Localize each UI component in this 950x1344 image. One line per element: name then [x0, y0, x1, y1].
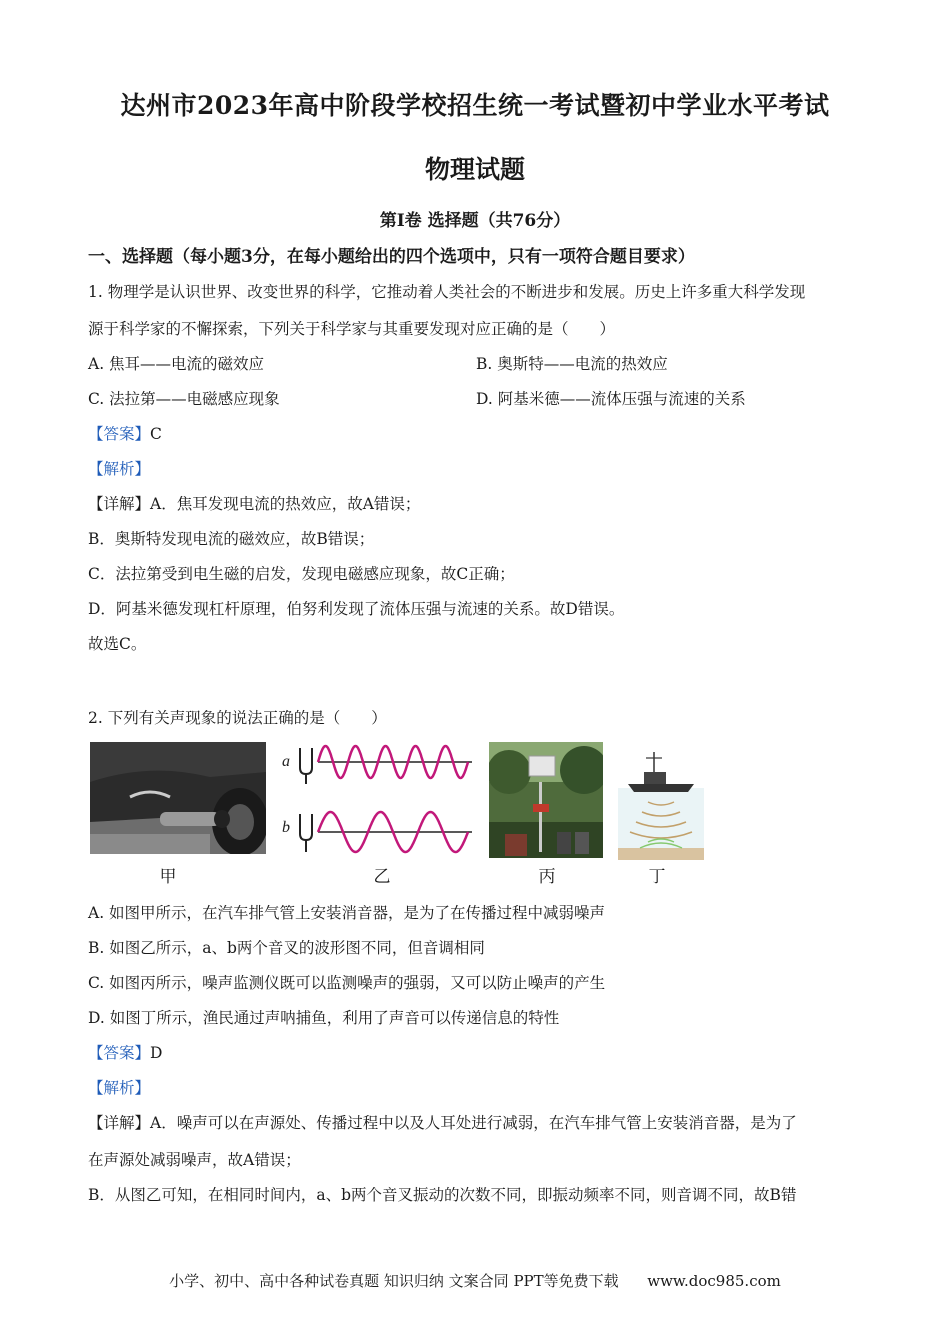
q2-analysis-tag: 【解析】 — [88, 1079, 151, 1097]
q2-option-d: D. 如图丁所示，渔民通过声呐捕鱼，利用了声音可以传递信息的特性 — [88, 1009, 560, 1027]
q2-option-b: B. 如图乙所示，a、b两个音叉的波形图不同，但音调相同 — [88, 939, 485, 957]
part-title: 第Ⅰ卷 选择题（共76分） — [379, 211, 571, 231]
q2-detail-b-line1: B．从图乙可知，在相同时间内，a、b两个音叉振动的次数不同，即振动频率不同，则音调不同，故B错 — [88, 1186, 797, 1204]
answer-value: C — [150, 425, 162, 443]
q1-detail-a — [88, 492, 420, 514]
q2-detail-a-line2: 在声源处减弱噪声，故A错误； — [88, 1151, 301, 1169]
q1-detail-b: B．奥斯特发现电流的磁效应，故B错误； — [88, 530, 375, 548]
car-exhaust-photo — [90, 742, 266, 854]
detail-text: A．噪声可以在声源处、传播过程中以及人耳处进行减弱，在汽车排气管上安装消音器，是为了 — [150, 1114, 797, 1132]
detail-text: A．焦耳发现电流的热效应，故A错误； — [150, 495, 421, 513]
fork-b-label: b — [282, 819, 290, 836]
footer-text: 小学、初中、高中各种试卷真题 知识归纳 文案合同 PPT等免费下载 — [169, 1272, 619, 1290]
detail-tag: 【详解】 — [88, 1114, 151, 1132]
q1-option-a: A. 焦耳——电流的磁效应 — [88, 355, 265, 373]
section-title: 一、选择题（每小题3分，在每小题给出的四个选项中，只有一项符合题目要求） — [88, 247, 695, 267]
q1-analysis-tag: 【解析】 — [88, 460, 151, 478]
answer-tag: 【答案】 — [88, 425, 151, 443]
q1-detail-c: C．法拉第受到电生磁的启发，发现电磁感应现象，故C正确； — [88, 565, 515, 583]
q2-stem: 2. 下列有关声现象的说法正确的是（ ） — [88, 709, 387, 727]
sonar-fishing-diagram — [618, 748, 704, 860]
q1-option-d: D. 阿基米德——流体压强与流速的关系 — [476, 390, 746, 408]
footer-url[interactable]: www.doc985.com — [647, 1272, 781, 1290]
caption-yi: 乙 — [373, 867, 391, 887]
tuning-fork-waveforms — [278, 742, 474, 860]
footer — [0, 1270, 950, 1291]
q2-option-a: A. 如图甲所示，在汽车排气管上安装消音器，是为了在传播过程中减弱噪声 — [88, 904, 606, 922]
exam-title: 达州市2023年高中阶段学校招生统一考试暨初中学业水平考试 — [120, 91, 830, 120]
noise-monitor-photo — [489, 742, 603, 858]
subject-title: 物理试题 — [424, 155, 525, 184]
q1-conclusion: 故选C。 — [88, 635, 147, 653]
fork-a-label: a — [282, 753, 290, 770]
caption-jia: 甲 — [159, 867, 177, 887]
answer-value: D — [150, 1044, 163, 1062]
caption-bing: 丙 — [538, 867, 556, 887]
q1-option-c: C. 法拉第——电磁感应现象 — [88, 390, 280, 408]
detail-tag: 【详解】 — [88, 495, 151, 513]
q1-answer — [88, 422, 162, 444]
q2-answer — [88, 1041, 162, 1063]
q2-option-c: C. 如图丙所示，噪声监测仪既可以监测噪声的强弱，又可以防止噪声的产生 — [88, 974, 606, 992]
q1-stem-line1: 1. 物理学是认识世界、改变世界的科学，它推动着人类社会的不断进步和发展。历史上许多重大科学发现 — [88, 283, 806, 301]
caption-ding: 丁 — [648, 867, 666, 887]
q1-detail-d: D．阿基米德发现杠杆原理，伯努利发现了流体压强与流速的关系。故D错误。 — [88, 600, 625, 618]
q2-detail-a-line1 — [88, 1111, 797, 1133]
answer-tag: 【答案】 — [88, 1044, 151, 1062]
q1-stem-line2: 源于科学家的不懈探索，下列关于科学家与其重要发现对应正确的是（ ） — [88, 320, 616, 338]
q1-option-b: B. 奥斯特——电流的热效应 — [476, 355, 668, 373]
